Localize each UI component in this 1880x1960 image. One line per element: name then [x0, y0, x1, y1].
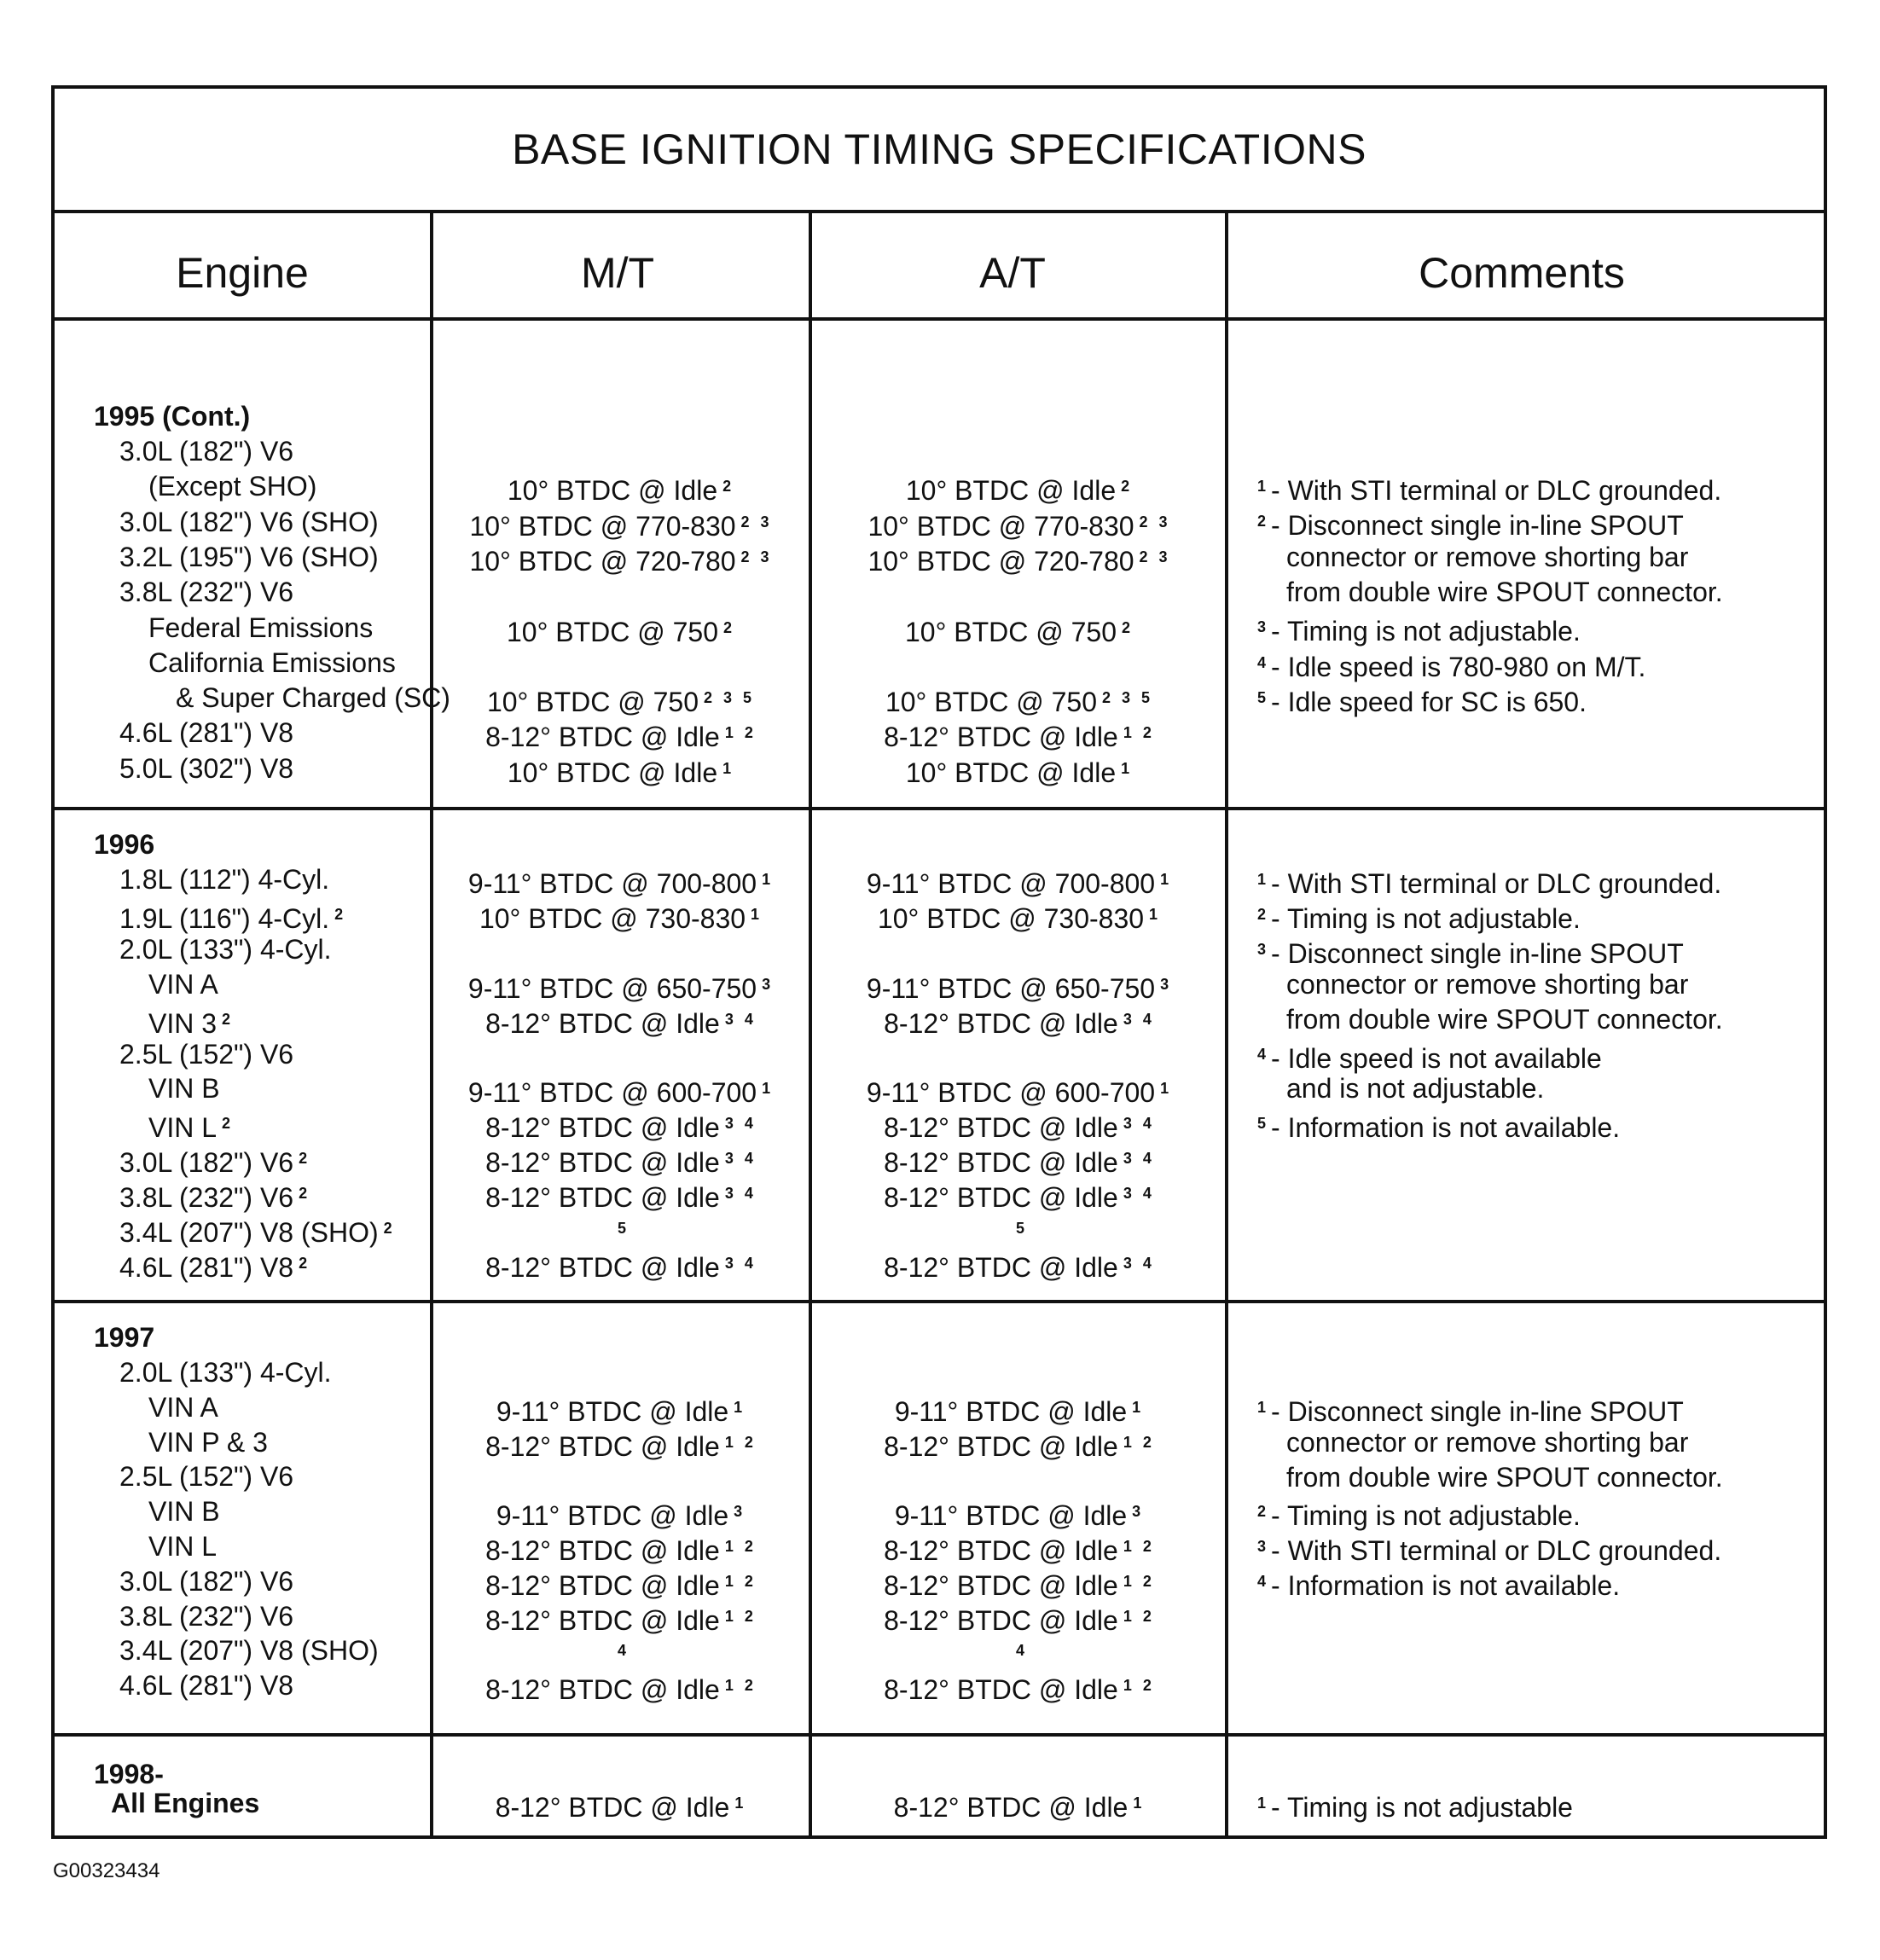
mt-value: 9-11° BTDC @ 650-750: [467, 972, 757, 1004]
at-timing: [812, 611, 1227, 650]
comment-footnote-number: 2: [1257, 905, 1267, 923]
mt-footnote: 3 4: [724, 1185, 757, 1203]
mt-timing: [433, 1211, 809, 1250]
mt-timing: [433, 967, 809, 1006]
engine-spec: [55, 1633, 495, 1668]
comment-line: [1257, 1786, 1854, 1825]
at-value: 8-12° BTDC @ Idle: [884, 1182, 1118, 1214]
engine-name: California Emissions: [148, 647, 396, 678]
mt-value: 8-12° BTDC @ Idle: [485, 722, 720, 753]
comment-footnote-number: 4: [1257, 653, 1267, 671]
engine-spec: [55, 1668, 495, 1703]
at-value: 10° BTDC @ Idle: [905, 757, 1117, 788]
at-footnote: 2: [1122, 618, 1134, 636]
at-timing: [812, 1211, 1227, 1250]
table-title: BASE IGNITION TIMING SPECIFICATIONS: [55, 89, 1824, 213]
at-timing: [812, 1390, 1227, 1429]
comment-line: [1257, 1564, 1854, 1603]
mt-timing: [433, 681, 809, 720]
engine-spec: [55, 751, 495, 786]
mt-timing: [433, 1246, 809, 1285]
at-timing: [812, 1176, 1227, 1215]
engine-name: VIN B: [148, 1073, 220, 1105]
at-value: 9-11° BTDC @ Idle: [894, 1395, 1128, 1427]
mt-value: 8-12° BTDC @ Idle: [495, 1792, 730, 1823]
mt-value: 8-12° BTDC @ Idle: [485, 1674, 720, 1706]
comment-line: [1257, 1529, 1854, 1569]
engine-name: VIN L: [148, 1112, 218, 1144]
engine-name: (Except SHO): [148, 471, 317, 502]
mt-timing: [433, 1599, 809, 1638]
header-engine: Engine: [176, 249, 309, 297]
at-footnote: 1 2: [1123, 1677, 1155, 1695]
mt-timing: [433, 862, 809, 902]
engine-name: & Super Charged (SC): [176, 682, 450, 714]
mt-value: 8-12° BTDC @ Idle: [485, 1604, 720, 1636]
section-1995cont: [55, 321, 1824, 810]
mt-footnote: 1: [762, 1080, 775, 1098]
section-1996: [55, 810, 1824, 1303]
at-footnote: 1: [1121, 759, 1134, 777]
comment-line: [1257, 1106, 1854, 1145]
at-timing: [812, 1002, 1227, 1041]
mt-value: 10° BTDC @ 720-780: [469, 545, 736, 577]
mt-timing: [433, 1141, 809, 1180]
at-footnote: 3 4: [1123, 1185, 1155, 1203]
mt-value: 8-12° BTDC @ Idle: [485, 1251, 720, 1283]
mt-value: 8-12° BTDC @ Idle: [485, 1182, 720, 1214]
at-footnote: 5: [1015, 1220, 1028, 1237]
mt-timing: [433, 716, 809, 755]
engine-name: 3.0L (182") V6 (SHO): [119, 506, 379, 537]
comment-text: and is not adjustable.: [1286, 1073, 1545, 1105]
mt-timing: [433, 1106, 809, 1145]
mt-footnote: 1 2: [724, 1677, 757, 1695]
at-timing: [812, 505, 1227, 544]
at-footnote: 2 3: [1139, 548, 1171, 565]
at-footnote: 1 2: [1123, 1433, 1155, 1451]
comment-line: [1257, 1425, 1880, 1460]
mt-value: 9-11° BTDC @ 700-800: [467, 868, 757, 899]
comment-footnote-number: 5: [1257, 688, 1267, 706]
at-value: 8-12° BTDC @ Idle: [884, 1535, 1118, 1566]
comment-line: [1257, 610, 1854, 649]
comment-text: - Disconnect single in-line SPOUT: [1271, 937, 1684, 969]
engine-name: VIN B: [148, 1496, 220, 1528]
engine-spec: [55, 716, 495, 751]
comment-line: [1257, 862, 1854, 902]
mt-timing: [433, 505, 809, 544]
mt-footnote: 1 2: [724, 1433, 757, 1451]
at-value: 8-12° BTDC @ Idle: [884, 1604, 1118, 1636]
at-timing: [812, 1633, 1227, 1673]
at-timing: [812, 1564, 1227, 1603]
figure-code: G00323434: [53, 1859, 160, 1882]
timing-spec-table: [51, 85, 1827, 1839]
mt-footnote: 1: [751, 905, 763, 923]
comment-line: [1257, 932, 1854, 971]
engine-footnote: 2: [334, 905, 347, 923]
engine-spec: [55, 1211, 495, 1250]
mt-footnote: 3: [734, 1503, 746, 1521]
engine-name: 1.9L (116") 4-Cyl.: [119, 902, 330, 934]
engine-name: 3.4L (207") V8 (SHO): [119, 1217, 379, 1248]
engine-name: 2.5L (152") V6: [119, 1461, 294, 1493]
at-timing: [812, 540, 1227, 579]
comment-text: - Timing is not adjustable: [1271, 1792, 1573, 1823]
at-value: 10° BTDC @ 720-780: [867, 545, 1134, 577]
mt-footnote: 1: [722, 759, 735, 777]
comment-line: [1257, 897, 1854, 937]
mt-timing: [433, 1668, 809, 1708]
comment-text: from double wire SPOUT connector.: [1286, 1003, 1723, 1035]
at-footnote: 3 4: [1123, 1254, 1155, 1272]
engine-spec: [55, 1141, 495, 1180]
at-value: 9-11° BTDC @ 650-750: [866, 972, 1156, 1004]
year-label: 1997: [94, 1322, 155, 1353]
comment-text: - Disconnect single in-line SPOUT: [1271, 510, 1684, 542]
mt-footnote: 2 3: [740, 513, 773, 531]
at-value: 10° BTDC @ 750: [904, 616, 1117, 647]
at-value: 10° BTDC @ Idle: [905, 475, 1117, 507]
comment-footnote-number: 2: [1257, 1503, 1267, 1521]
comment-footnote-number: 1: [1257, 871, 1267, 888]
mt-timing: [433, 469, 809, 508]
comment-text: - Information is not available.: [1271, 1112, 1621, 1144]
engine-footnote: 2: [222, 1115, 235, 1133]
mt-value: 9-11° BTDC @ Idle: [496, 1395, 729, 1427]
section-1997: [55, 1303, 1824, 1737]
mt-footnote: 1: [734, 1795, 747, 1812]
mt-footnote: 1 2: [724, 1572, 757, 1590]
engine-spec: [55, 646, 524, 681]
mt-footnote: 3 4: [724, 1115, 757, 1133]
engine-spec: [55, 540, 495, 575]
engine-footnote: 2: [383, 1220, 396, 1237]
mt-timing: [433, 1390, 809, 1429]
comment-text: - Timing is not adjustable.: [1271, 902, 1581, 934]
engine-name: 3.8L (232") V6: [119, 577, 294, 608]
engine-spec: [55, 1176, 495, 1215]
at-value: 8-12° BTDC @ Idle: [884, 1147, 1118, 1179]
comment-text: - Disconnect single in-line SPOUT: [1271, 1396, 1684, 1427]
engine-name: 3.8L (232") V6: [119, 1182, 294, 1214]
header-comments: Comments: [1419, 249, 1625, 297]
comment-line: [1257, 1494, 1854, 1534]
comment-text: - Timing is not adjustable.: [1271, 616, 1581, 647]
at-footnote: 1 2: [1123, 1538, 1155, 1555]
mt-footnote: 5: [617, 1220, 630, 1237]
mt-footnote: 3 4: [724, 1150, 757, 1168]
comment-footnote-number: 4: [1257, 1045, 1267, 1063]
engine-spec: [55, 897, 495, 937]
comment-footnote-number: 1: [1257, 1795, 1267, 1812]
engine-name: VIN 3: [148, 1007, 218, 1039]
comment-footnote-number: 3: [1257, 940, 1267, 958]
comment-text: connector or remove shorting bar: [1286, 968, 1689, 1000]
comment-line: [1257, 967, 1880, 1002]
comment-line: [1257, 1071, 1880, 1106]
engine-name: 1.8L (112") 4-Cyl.: [119, 864, 330, 895]
at-value: 9-11° BTDC @ 600-700: [866, 1077, 1156, 1109]
mt-value: 10° BTDC @ 750: [506, 616, 719, 647]
mt-footnote: 1: [734, 1398, 746, 1416]
comment-footnote-number: 5: [1257, 1115, 1267, 1133]
comment-text: - With STI terminal or DLC grounded.: [1271, 475, 1722, 506]
at-footnote: 3: [1160, 975, 1173, 993]
comment-line: [1257, 469, 1854, 508]
at-footnote: 2 3: [1139, 513, 1171, 531]
at-footnote: 1: [1160, 1080, 1173, 1098]
mt-timing: [433, 1071, 809, 1110]
at-footnote: 1: [1149, 905, 1162, 923]
mt-timing: [433, 751, 809, 791]
mt-value: 10° BTDC @ Idle: [507, 757, 718, 788]
engine-name: 2.5L (152") V6: [119, 1038, 294, 1070]
mt-footnote: 1 2: [724, 724, 757, 742]
engine-name: VIN L: [148, 1531, 218, 1562]
at-footnote: 1: [1133, 1795, 1146, 1812]
mt-value: 10° BTDC @ 770-830: [469, 510, 736, 542]
year-heading: [55, 827, 469, 862]
at-value: 8-12° BTDC @ Idle: [884, 1674, 1118, 1706]
year-label: 1998-: [94, 1759, 164, 1789]
at-footnote: 1: [1132, 1398, 1145, 1416]
mt-footnote: 4: [617, 1642, 630, 1660]
mt-timing: [433, 897, 809, 937]
comment-footnote-number: 2: [1257, 513, 1267, 531]
comment-text: - Idle speed is not available: [1271, 1042, 1602, 1074]
mt-timing: [433, 540, 809, 579]
comment-text: - With STI terminal or DLC grounded.: [1271, 868, 1722, 899]
year-label: 1995 (Cont.): [94, 401, 251, 432]
engine-name: Federal Emissions: [148, 612, 374, 643]
comment-text: - With STI terminal or DLC grounded.: [1271, 1535, 1722, 1567]
engine-spec: [55, 1564, 495, 1599]
comment-text: - Idle speed is 780-980 on M/T.: [1271, 651, 1646, 682]
at-footnote: 3 4: [1123, 1150, 1155, 1168]
engine-spec: [55, 1786, 486, 1821]
at-timing: [812, 469, 1227, 508]
at-value: 8-12° BTDC @ Idle: [884, 1112, 1118, 1144]
comment-text: from double wire SPOUT connector.: [1286, 1461, 1723, 1493]
engine-footnote: 2: [299, 1254, 311, 1272]
at-value: 9-11° BTDC @ Idle: [894, 1500, 1128, 1532]
engine-spec: [55, 434, 495, 469]
comment-text: - Information is not available.: [1271, 1570, 1621, 1601]
mt-value: 9-11° BTDC @ Idle: [496, 1500, 729, 1532]
mt-timing: [433, 1002, 809, 1041]
at-value: 8-12° BTDC @ Idle: [884, 1251, 1118, 1283]
comment-footnote-number: 3: [1257, 1538, 1267, 1556]
section-1998: [55, 1737, 1824, 1842]
mt-timing: [433, 1564, 809, 1603]
at-timing: [812, 716, 1227, 755]
comment-line: [1257, 575, 1880, 610]
at-timing: [812, 1106, 1227, 1145]
mt-value: 8-12° BTDC @ Idle: [485, 1535, 720, 1566]
comment-line: [1257, 681, 1854, 720]
at-value: 10° BTDC @ 750: [885, 687, 1097, 718]
mt-footnote: 3 4: [724, 1010, 757, 1028]
engine-name: 4.6L (281") V8: [119, 1251, 294, 1283]
at-footnote: 3 4: [1123, 1115, 1155, 1133]
engine-name: 4.6L (281") V8: [119, 1670, 294, 1702]
engine-name: VIN P & 3: [148, 1426, 268, 1458]
comment-text: from double wire SPOUT connector.: [1286, 576, 1723, 607]
at-footnote: 1 2: [1123, 724, 1155, 742]
engine-name: 2.0L (133") 4-Cyl.: [119, 1357, 332, 1388]
comment-line: [1257, 1460, 1880, 1495]
mt-footnote: 2 3 5: [704, 689, 756, 707]
comment-text: connector or remove shorting bar: [1286, 541, 1689, 572]
comment-footnote-number: 1: [1257, 1399, 1267, 1416]
at-value: 8-12° BTDC @ Idle: [884, 722, 1118, 753]
engine-spec: [55, 505, 495, 540]
at-value: 10° BTDC @ 730-830: [877, 902, 1145, 934]
mt-timing: [433, 1176, 809, 1215]
engine-name: 3.0L (182") V6: [119, 1147, 294, 1179]
mt-footnote: 2: [723, 618, 736, 636]
engine-name: 3.0L (182") V6: [119, 1565, 294, 1597]
engine-name: 3.8L (232") V6: [119, 1600, 294, 1632]
engine-name: 5.0L (302") V8: [119, 752, 294, 784]
comment-line: [1257, 504, 1854, 543]
engine-name: VIN A: [148, 968, 218, 1000]
at-timing: [812, 862, 1227, 902]
at-footnote: 3 4: [1123, 1010, 1155, 1028]
at-value: 8-12° BTDC @ Idle: [884, 1430, 1118, 1462]
header-row: [55, 213, 1824, 321]
mt-value: 9-11° BTDC @ 600-700: [467, 1077, 757, 1109]
engine-spec: [55, 1246, 495, 1285]
at-value: 8-12° BTDC @ Idle: [884, 1569, 1118, 1601]
comment-footnote-number: 3: [1257, 618, 1267, 636]
engine-name: VIN A: [148, 1391, 218, 1423]
at-footnote: 2: [1121, 478, 1134, 496]
at-value: 10° BTDC @ 770-830: [867, 510, 1134, 542]
mt-footnote: 3: [762, 975, 775, 993]
comment-text: - Idle speed for SC is 650.: [1271, 686, 1587, 717]
at-footnote: 1: [1160, 871, 1173, 888]
mt-value: 8-12° BTDC @ Idle: [485, 1112, 720, 1144]
at-footnote: 1 2: [1123, 1607, 1155, 1625]
engine-spec: [55, 1037, 495, 1072]
year-heading: [55, 399, 469, 434]
mt-value: 10° BTDC @ 750: [486, 687, 699, 718]
at-timing: [812, 1494, 1227, 1534]
header-mt: M/T: [580, 249, 655, 297]
engine-spec: [55, 1459, 495, 1494]
at-timing: [812, 1786, 1227, 1825]
at-timing: [812, 1071, 1227, 1110]
engine-name: All Engines: [111, 1788, 260, 1818]
mt-footnote: 2 3: [740, 548, 773, 565]
at-timing: [812, 681, 1227, 720]
at-timing: [812, 1599, 1227, 1638]
at-timing: [812, 751, 1227, 791]
mt-value: 8-12° BTDC @ Idle: [485, 1007, 720, 1039]
header-at: A/T: [979, 249, 1046, 297]
engine-spec: [55, 1355, 495, 1390]
comment-line: [1257, 1002, 1880, 1037]
mt-footnote: 1 2: [724, 1538, 757, 1555]
engine-name: 2.0L (133") 4-Cyl.: [119, 933, 332, 965]
engine-name: 3.2L (195") V6 (SHO): [119, 541, 379, 572]
mt-timing: [433, 1633, 809, 1673]
mt-timing: [433, 1425, 809, 1464]
mt-value: 10° BTDC @ Idle: [507, 475, 718, 507]
engine-footnote: 2: [299, 1185, 311, 1203]
at-value: 9-11° BTDC @ 700-800: [866, 868, 1156, 899]
engine-spec: [55, 862, 495, 897]
mt-footnote: 3 4: [724, 1254, 757, 1272]
at-footnote: 2 3 5: [1102, 689, 1154, 707]
comment-footnote-number: 1: [1257, 478, 1267, 495]
year-label: 1996: [94, 829, 155, 860]
at-footnote: 1 2: [1123, 1572, 1155, 1590]
at-timing: [812, 1425, 1227, 1464]
mt-footnote: 1 2: [724, 1607, 757, 1625]
mt-timing: [433, 1529, 809, 1569]
engine-name: 3.4L (207") V8 (SHO): [119, 1635, 379, 1667]
at-timing: [812, 1246, 1227, 1285]
comment-line: [1257, 646, 1854, 685]
at-footnote: 3: [1132, 1503, 1145, 1521]
at-timing: [812, 967, 1227, 1006]
mt-timing: [433, 611, 809, 650]
engine-footnote: 2: [299, 1150, 311, 1168]
year-heading: [55, 1320, 469, 1355]
engine-footnote: 2: [222, 1010, 235, 1028]
comment-footnote-number: 4: [1257, 1573, 1267, 1590]
engine-spec: [55, 1599, 495, 1634]
mt-value: 8-12° BTDC @ Idle: [485, 1147, 720, 1179]
mt-timing: [433, 1786, 809, 1825]
comment-line: [1257, 540, 1880, 575]
engine-spec: [55, 575, 495, 610]
comment-line: [1257, 1390, 1854, 1429]
at-value: 8-12° BTDC @ Idle: [884, 1007, 1118, 1039]
mt-value: 8-12° BTDC @ Idle: [485, 1569, 720, 1601]
mt-footnote: 1: [762, 871, 775, 888]
mt-value: 8-12° BTDC @ Idle: [485, 1430, 720, 1462]
engine-name: 4.6L (281") V8: [119, 717, 294, 749]
comment-text: - Timing is not adjustable.: [1271, 1500, 1581, 1532]
comment-text: connector or remove shorting bar: [1286, 1426, 1689, 1458]
mt-footnote: 2: [722, 478, 735, 496]
at-timing: [812, 1668, 1227, 1708]
at-value: 8-12° BTDC @ Idle: [893, 1792, 1129, 1823]
engine-name: 3.0L (182") V6: [119, 436, 294, 467]
at-timing: [812, 897, 1227, 937]
engine-spec: [55, 932, 495, 967]
at-footnote: 4: [1015, 1642, 1028, 1660]
comment-line: [1257, 1037, 1854, 1076]
at-timing: [812, 1529, 1227, 1569]
at-timing: [812, 1141, 1227, 1180]
mt-value: 10° BTDC @ 730-830: [479, 902, 746, 934]
mt-timing: [433, 1494, 809, 1534]
